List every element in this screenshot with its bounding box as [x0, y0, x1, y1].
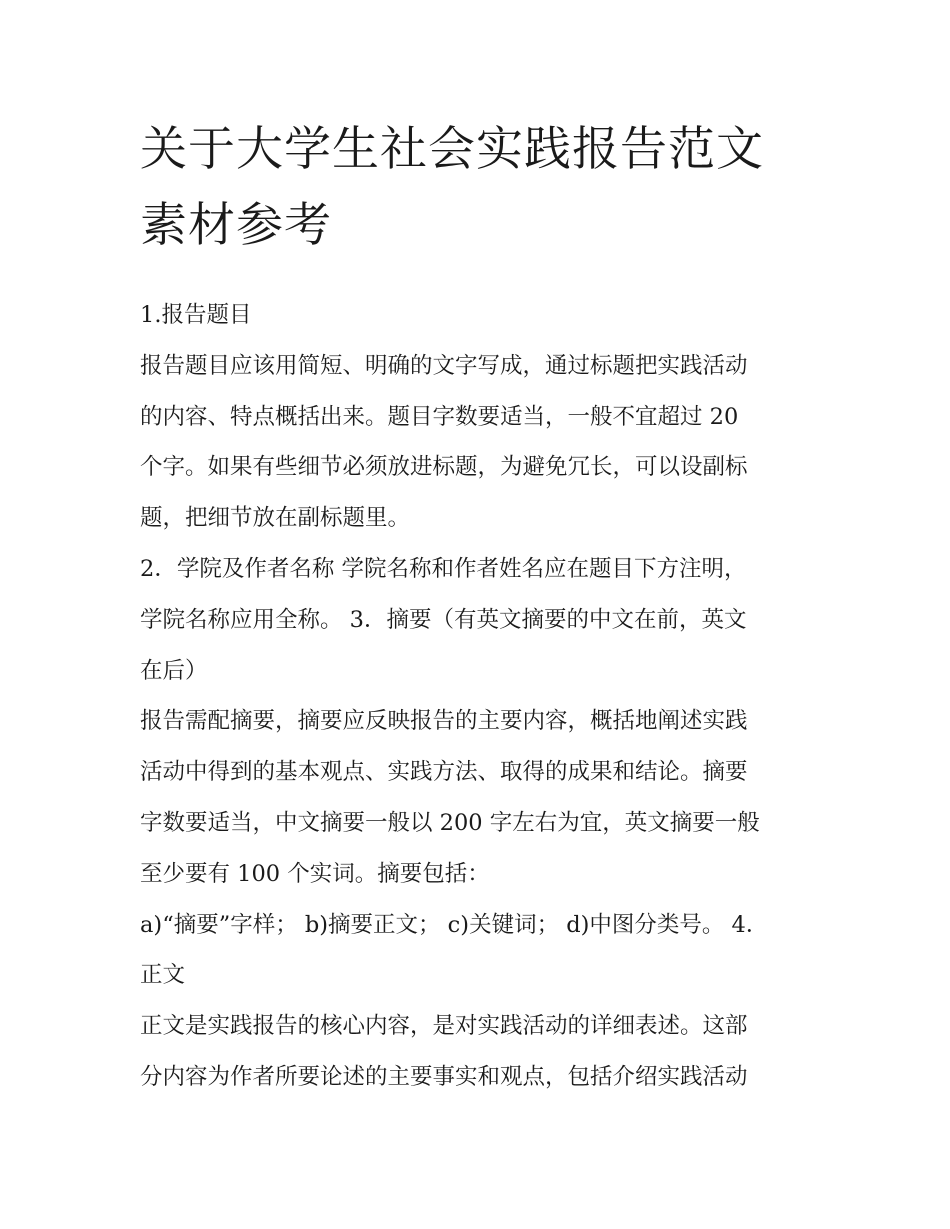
body-line: 报告题目应该用简短、明确的文字写成，通过标题把实践活动: [140, 352, 748, 379]
body-line: 活动中得到的基本观点、实践方法、取得的成果和结论。摘要: [140, 759, 748, 786]
body-line: a)“摘要”字样； b)摘要正文； c)关键词； d)中图分类号。 4．: [140, 911, 769, 938]
body-line: 正文是实践报告的核心内容，是对实践活动的详细表述。这部: [140, 1013, 748, 1040]
body-line: 字数要适当，中文摘要一般以 200 字左右为宜，英文摘要一般: [140, 809, 760, 836]
body-line: 2．学院及作者名称 学院名称和作者姓名应在题目下方注明，: [140, 555, 747, 582]
title-line-1: 关于大学生社会实践报告范文: [140, 122, 764, 177]
body-line: 正文: [140, 962, 186, 989]
body-line: 报告需配摘要，摘要应反映报告的主要内容，概括地阐述实践: [140, 708, 748, 735]
body-line: 个字。如果有些细节必须放进标题，为避免冗长，可以设副标: [140, 454, 748, 481]
document-page: [140, 112, 820, 1103]
body-line: 分内容为作者所要论述的主要事实和观点，包括介绍实践活动: [140, 1063, 748, 1090]
body-line: 学院名称应用全称。 3．摘要（有英文摘要的中文在前，英文: [140, 606, 747, 633]
document-body: [140, 290, 820, 1103]
document-title: [140, 112, 820, 264]
title-line-2: 素材参考: [140, 198, 332, 253]
body-line: 至少要有 100 个实词。摘要包括：: [140, 860, 490, 887]
body-line: 题，把细节放在副标题里。: [140, 505, 411, 532]
body-line: 1.报告题目: [140, 302, 252, 328]
body-line: 在后）: [140, 657, 208, 684]
body-line: 的内容、特点概括出来。题目字数要适当，一般不宜超过 20: [140, 403, 739, 430]
